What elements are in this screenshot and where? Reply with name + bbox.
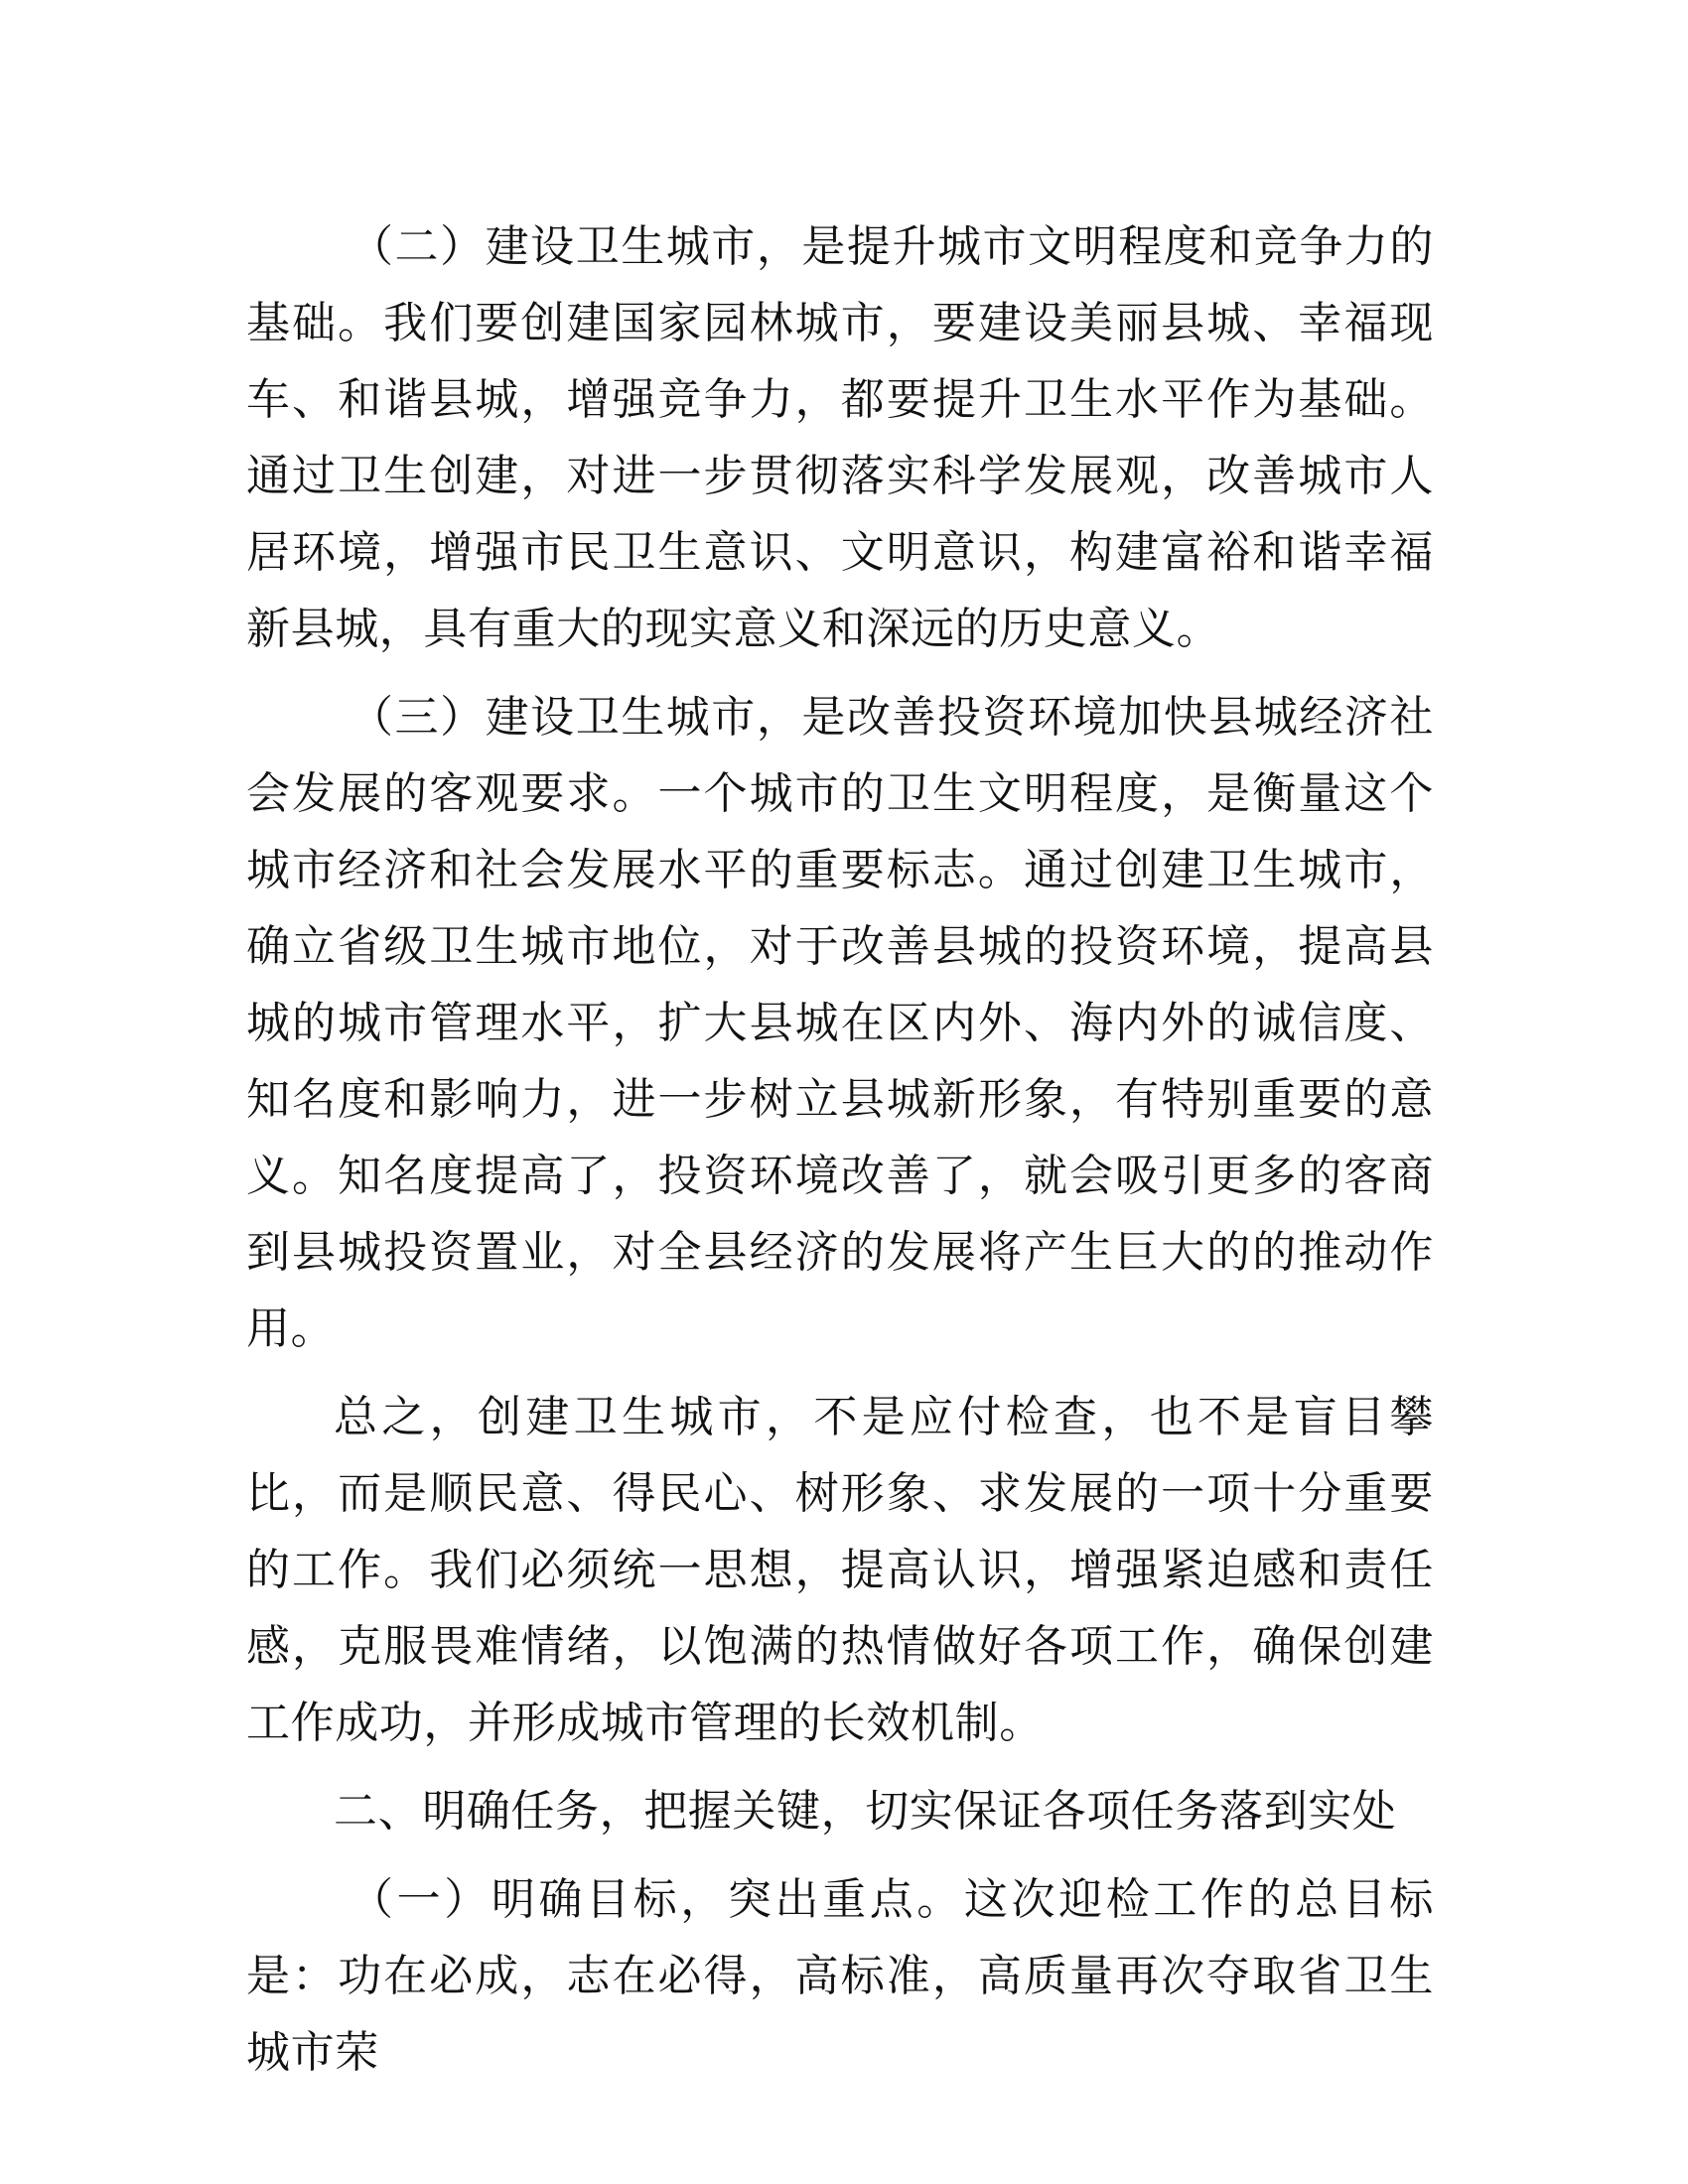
document-body [246,208,1434,2103]
heading-part-2: 二、明确任务，把握关键，切实保证各项任务落到实处 [334,1786,1397,1837]
paragraph-section-3: （三）建设卫生城市，是改善投资环境加快县城经济社会发展的客观要求。一个城市的卫生文明程度，是衡量这个城市经济和社会发展水平的重要标志。通过创建卫生城市，确立省级卫生城市地位，对于改善县城的投资环境，提高县城的城市管理水平，扩大县城在区内外、海内外的诚信度、知名度和影响力，进一步树立县城新形象，有特别重要的意义。知名度提高了，投资环境改善了，就会吸引更多的客商到县城投资置业，对全县经济的发展将产生巨大的的推动作用。 [246,692,1434,1354]
paragraph-section-2: （二）建设卫生城市，是提升城市文明程度和竞争力的基础。我们要创建国家园林城市，要建设美丽县城、幸福现车、和谐县城，增强竞争力，都要提升卫生水平作为基础。通过卫生创建，对进一步贯彻落实科学发展观，改善城市人居环境，增强市民卫生意识、文明意识，构建富裕和谐幸福新县城，具有重大的现实意义和深远的历史意义。 [246,221,1434,654]
paragraph-summary: 总之，创建卫生城市，不是应付检查，也不是盲目攀比，而是顺民意、得民心、树形象、求发展的一项十分重要的工作。我们必须统一思想，提高认识，增强紧迫感和责任感，克服畏难情绪，以饱满的热情做好各项工作，确保创建工作成功，并形成城市管理的长效机制。 [246,1392,1434,1748]
paragraph-task-1: （一）明确目标，突出重点。这次迎检工作的总目标是：功在必成，志在必得，高标准，高质量再次夺取省卫生城市荣 [246,1874,1434,2078]
